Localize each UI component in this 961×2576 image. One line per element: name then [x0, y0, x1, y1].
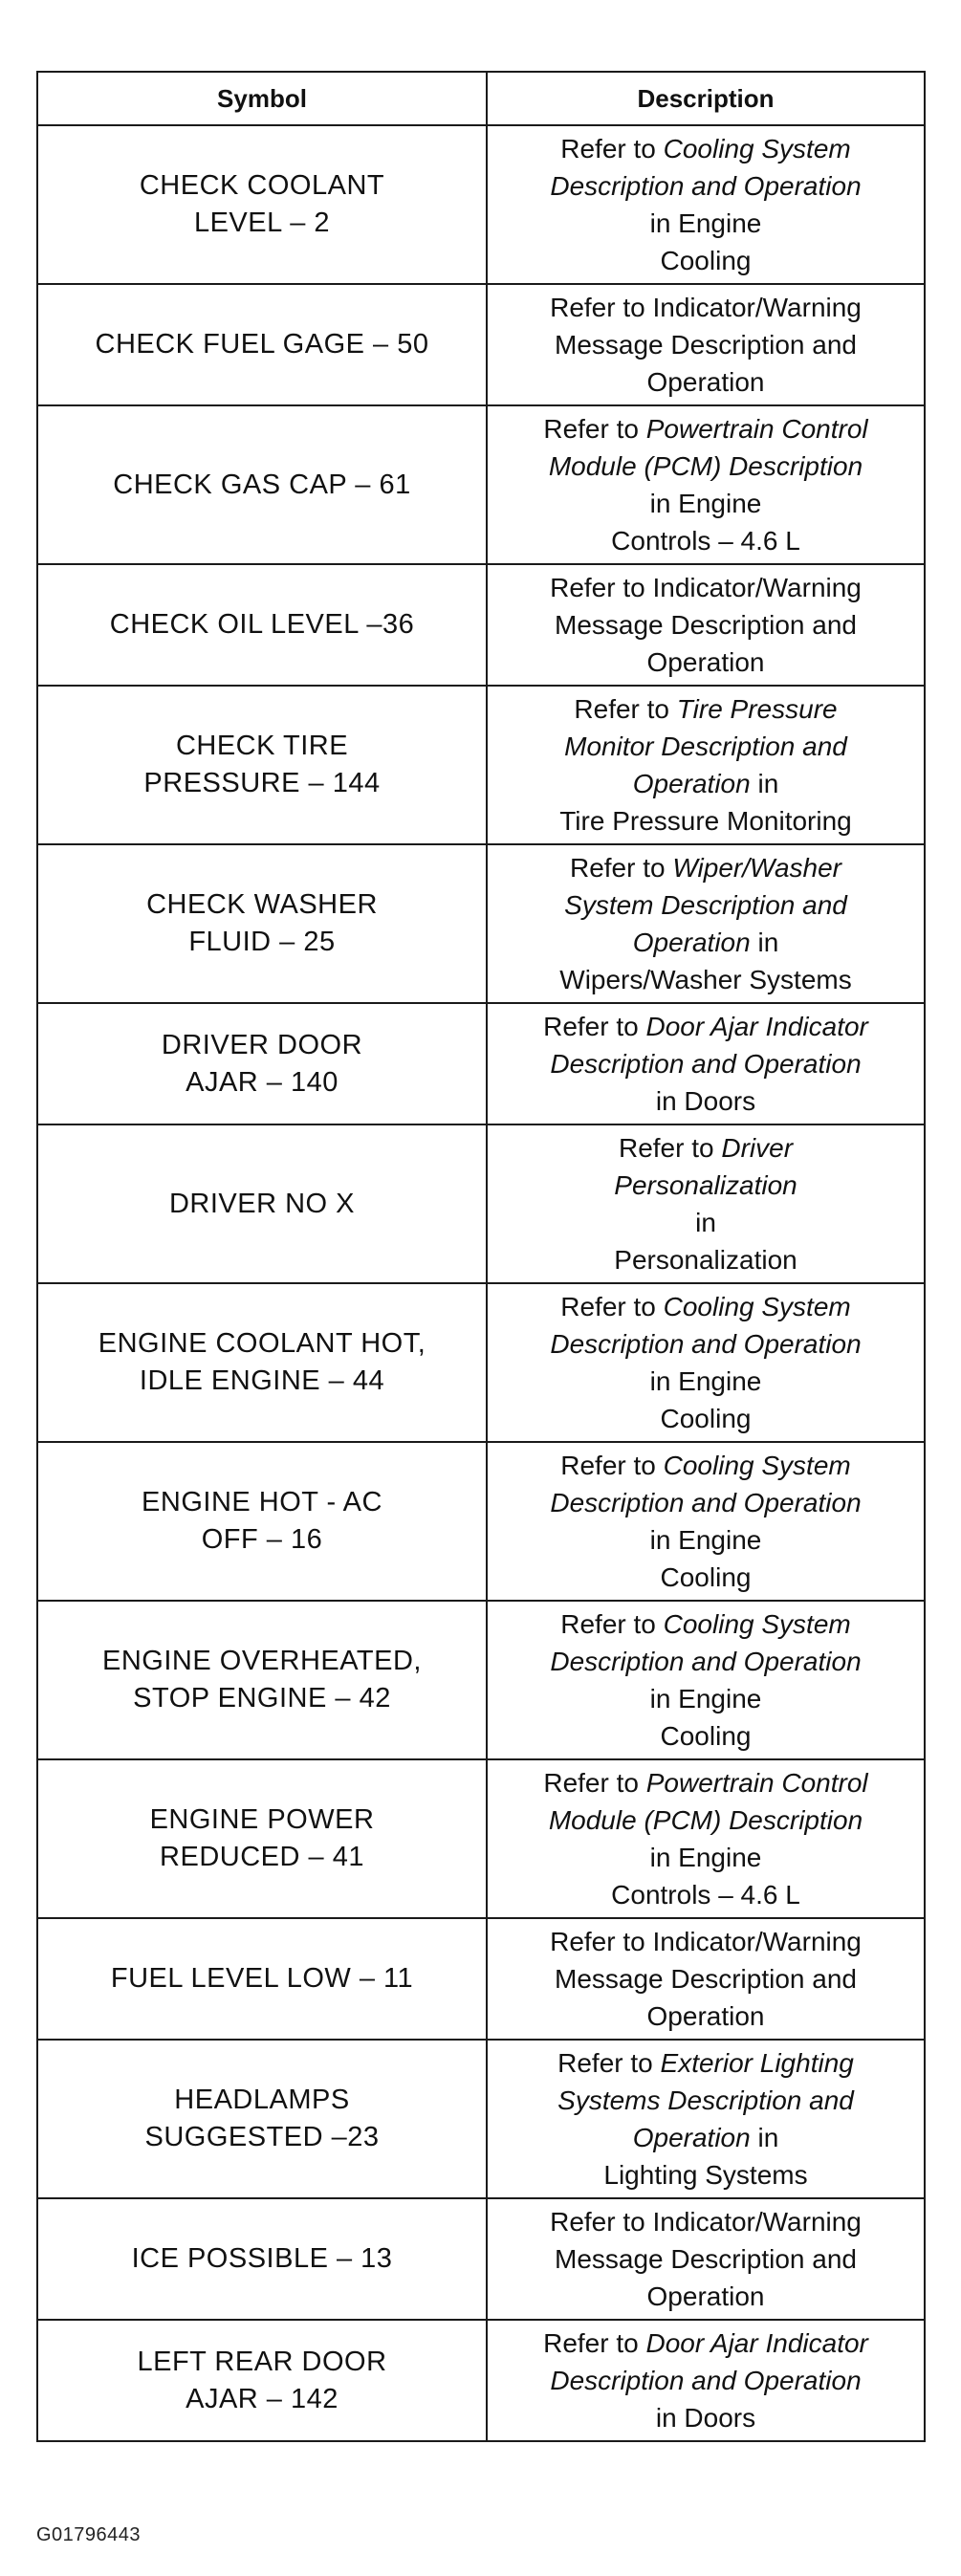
description-line [491, 2082, 920, 2119]
description-line [491, 765, 920, 802]
description-line [491, 1764, 920, 1801]
description-cell [487, 125, 925, 284]
description-line [491, 1325, 920, 1363]
description-line [491, 2362, 920, 2399]
description-line [491, 205, 920, 242]
symbol-column-header: Symbol [37, 72, 487, 125]
description-line [491, 690, 920, 728]
description-line [491, 1521, 920, 1559]
description-italic-text: Operation [632, 769, 751, 798]
description-line [491, 1559, 920, 1596]
description-text: in [750, 769, 779, 798]
description-line [491, 448, 920, 485]
symbol-cell [37, 2040, 487, 2198]
description-text: Cooling [660, 1721, 752, 1751]
description-italic-text: Exterior Lighting [660, 2048, 854, 2078]
description-cell [487, 1918, 925, 2040]
description-line [491, 1839, 920, 1876]
symbol-cell [37, 1003, 487, 1124]
symbol-cell [37, 564, 487, 686]
table-row [37, 1003, 925, 1124]
table-row [37, 2320, 925, 2441]
symbol-cell [37, 284, 487, 405]
description-line [491, 326, 920, 363]
table-row [37, 405, 925, 564]
description-text: in Engine [649, 208, 762, 238]
description-cell [487, 1601, 925, 1759]
symbol-cell [37, 125, 487, 284]
description-line [491, 2399, 920, 2436]
symbol-line: CHECK OIL LEVEL –36 [109, 609, 415, 640]
description-italic-text: Cooling System [663, 134, 851, 164]
description-line [491, 569, 920, 606]
description-italic-text: Monitor Description and [564, 731, 847, 761]
table-row [37, 564, 925, 686]
description-italic-text: Description and Operation [550, 2366, 862, 2395]
description-line [491, 1167, 920, 1204]
symbol-line: SUGGESTED –23 [144, 2122, 380, 2152]
description-text: Refer to [560, 1292, 664, 1321]
description-italic-text: Description and Operation [550, 1488, 862, 1517]
description-line [491, 1717, 920, 1755]
description-italic-text: Personalization [614, 1170, 797, 1200]
description-line [491, 961, 920, 998]
description-line [491, 644, 920, 681]
description-cell [487, 2198, 925, 2320]
description-line [491, 728, 920, 765]
symbol-cell [37, 405, 487, 564]
description-text: Cooling [660, 1404, 752, 1433]
description-italic-text: System Description and [564, 890, 847, 920]
description-line [491, 802, 920, 840]
symbol-line: CHECK GAS CAP – 61 [113, 469, 411, 500]
description-line [491, 1997, 920, 2035]
description-line [491, 485, 920, 522]
description-line [491, 1447, 920, 1484]
description-line [491, 1876, 920, 1913]
description-text: Message Description and [555, 1964, 857, 1994]
description-italic-text: Operation [632, 2123, 751, 2152]
description-line [491, 1008, 920, 1045]
table-row [37, 1601, 925, 1759]
table-body [37, 125, 925, 2441]
description-text: Refer to [543, 1768, 646, 1798]
description-line [491, 410, 920, 448]
description-italic-text: Cooling System [663, 1609, 851, 1639]
description-text: Message Description and [555, 330, 857, 360]
description-line [491, 167, 920, 205]
description-text: Operation [646, 2001, 765, 2031]
description-text: in Engine [649, 1525, 762, 1555]
description-text: Controls – 4.6 L [611, 526, 800, 556]
description-text: Refer to [557, 2048, 661, 2078]
description-line [491, 1288, 920, 1325]
description-italic-text: Powertrain Control [645, 414, 868, 444]
description-text: in [750, 928, 779, 957]
symbol-cell [37, 1601, 487, 1759]
symbol-line: FLUID – 25 [188, 927, 336, 957]
description-text: Refer to [543, 414, 646, 444]
description-cell [487, 686, 925, 844]
table-row [37, 844, 925, 1003]
description-italic-text: Door Ajar Indicator [645, 2328, 868, 2358]
description-line [491, 1204, 920, 1241]
description-line [491, 242, 920, 279]
description-column-header: Description [487, 72, 925, 125]
description-line [491, 1680, 920, 1717]
description-italic-text: Cooling System [663, 1451, 851, 1480]
description-text: Refer to Indicator/Warning [550, 293, 862, 322]
symbol-line: ENGINE POWER [149, 1804, 375, 1835]
symbol-line: CHECK TIRE [175, 731, 349, 761]
symbol-line: LEVEL – 2 [193, 207, 331, 238]
description-italic-text: Description and Operation [550, 1647, 862, 1676]
symbol-line: AJAR – 140 [186, 1066, 339, 1098]
symbol-line: DRIVER NO X [168, 1188, 356, 1219]
description-cell [487, 2320, 925, 2441]
description-cell [487, 284, 925, 405]
description-text: Operation [646, 367, 765, 397]
description-text: Refer to [543, 2328, 646, 2358]
symbol-cell [37, 1442, 487, 1601]
description-line [491, 924, 920, 961]
description-italic-text: Tire Pressure [676, 694, 838, 724]
table-row [37, 1124, 925, 1283]
description-line [491, 2325, 920, 2362]
description-cell [487, 405, 925, 564]
table-row [37, 2198, 925, 2320]
description-text: Cooling [660, 1562, 752, 1592]
symbol-line: CHECK COOLANT [139, 170, 385, 201]
description-text: Personalization [614, 1245, 797, 1275]
description-line [491, 1129, 920, 1167]
description-cell [487, 1283, 925, 1442]
description-text: Refer to [560, 134, 664, 164]
symbol-line: ENGINE OVERHEATED, [102, 1646, 422, 1676]
description-line [491, 2203, 920, 2240]
symbol-line: STOP ENGINE – 42 [133, 1683, 391, 1714]
table-header-row [37, 72, 925, 125]
description-line [491, 1082, 920, 1120]
symbol-cell [37, 2198, 487, 2320]
description-line [491, 1241, 920, 1278]
description-cell [487, 1442, 925, 1601]
symbol-cell [37, 2320, 487, 2441]
description-text: Tire Pressure Monitoring [559, 806, 852, 836]
symbol-line: LEFT REAR DOOR [137, 2346, 387, 2377]
description-line [491, 1923, 920, 1960]
description-line [491, 1643, 920, 1680]
description-line [491, 886, 920, 924]
symbol-cell [37, 1124, 487, 1283]
description-text: in [695, 1208, 716, 1237]
symbol-line: OFF – 16 [201, 1524, 323, 1555]
description-line [491, 1801, 920, 1839]
table-row [37, 686, 925, 844]
description-text: Message Description and [555, 2244, 857, 2274]
reference-table-sheet [36, 71, 924, 2442]
table-row [37, 284, 925, 405]
description-text: in Engine [649, 1843, 762, 1872]
symbol-line: HEADLAMPS [174, 2085, 350, 2115]
description-text: Refer to [560, 1451, 664, 1480]
description-text: in Doors [655, 2403, 756, 2433]
table-row [37, 1283, 925, 1442]
description-text: Wipers/Washer Systems [559, 965, 852, 994]
symbol-cell [37, 1918, 487, 2040]
symbol-line: ENGINE COOLANT HOT, [98, 1328, 426, 1359]
description-text: Refer to [574, 694, 677, 724]
description-text: in Engine [649, 1684, 762, 1714]
description-italic-text: Description and Operation [550, 171, 862, 201]
symbol-line: IDLE ENGINE – 44 [139, 1365, 385, 1396]
description-italic-text: Operation [632, 928, 751, 957]
description-cell [487, 564, 925, 686]
symbol-line: ICE POSSIBLE – 13 [131, 2243, 393, 2274]
description-text: Refer to [560, 1609, 664, 1639]
description-line [491, 1605, 920, 1643]
symbol-cell [37, 1283, 487, 1442]
symbol-description-table [36, 71, 926, 2442]
description-cell [487, 844, 925, 1003]
description-text: in Engine [649, 1366, 762, 1396]
description-text: Refer to [618, 1133, 722, 1163]
description-text: Refer to Indicator/Warning [550, 2207, 862, 2237]
description-line [491, 2278, 920, 2315]
description-italic-text: Description and Operation [550, 1049, 862, 1079]
description-text: Refer to Indicator/Warning [550, 573, 862, 602]
description-line [491, 606, 920, 644]
description-italic-text: Description and Operation [550, 1329, 862, 1359]
description-italic-text: Powertrain Control [645, 1768, 868, 1798]
description-line [491, 849, 920, 886]
description-text: Operation [646, 2281, 765, 2311]
description-text: Refer to [543, 1012, 646, 1041]
description-italic-text: Door Ajar Indicator [645, 1012, 868, 1041]
symbol-line: PRESSURE – 144 [143, 768, 381, 798]
description-text: Controls – 4.6 L [611, 1880, 800, 1910]
description-line [491, 1484, 920, 1521]
description-text: Refer to Indicator/Warning [550, 1927, 862, 1956]
description-line [491, 289, 920, 326]
description-line [491, 130, 920, 167]
symbol-line: CHECK FUEL GAGE – 50 [95, 329, 429, 360]
symbol-cell [37, 686, 487, 844]
description-italic-text: Systems Description and [557, 2085, 854, 2115]
symbol-line: DRIVER DOOR [161, 1029, 363, 1060]
description-line [491, 1400, 920, 1437]
description-italic-text: Module (PCM) Description [548, 451, 863, 481]
symbol-line: AJAR – 142 [186, 2383, 339, 2414]
symbol-line: CHECK WASHER [146, 889, 378, 920]
symbol-cell [37, 1759, 487, 1918]
description-line [491, 363, 920, 401]
description-text: Refer to [569, 853, 673, 883]
table-row [37, 2040, 925, 2198]
description-cell [487, 1124, 925, 1283]
description-line [491, 1045, 920, 1082]
table-row [37, 1442, 925, 1601]
table-row [37, 1759, 925, 1918]
table-row [37, 1918, 925, 2040]
description-cell [487, 2040, 925, 2198]
symbol-line: REDUCED – 41 [160, 1842, 364, 1872]
description-text: in Doors [655, 1086, 756, 1116]
description-text: Lighting Systems [603, 2160, 808, 2190]
description-text: in Engine [649, 489, 762, 518]
description-text: Message Description and [555, 610, 857, 640]
description-line [491, 1960, 920, 1997]
description-cell [487, 1003, 925, 1124]
description-text: Operation [646, 647, 765, 677]
table-row [37, 125, 925, 284]
symbol-line: ENGINE HOT - AC [142, 1487, 382, 1517]
description-italic-text: Module (PCM) Description [548, 1805, 863, 1835]
description-italic-text: Driver [721, 1133, 794, 1163]
description-text: Cooling [660, 246, 752, 275]
description-italic-text: Wiper/Washer [672, 853, 841, 883]
description-line [491, 2119, 920, 2156]
description-cell [487, 1759, 925, 1918]
symbol-line: FUEL LEVEL LOW – 11 [110, 1963, 414, 1994]
description-line [491, 522, 920, 559]
description-line [491, 2044, 920, 2082]
description-text: in [750, 2123, 779, 2152]
figure-code: G01796443 [36, 2524, 142, 2545]
description-line [491, 2240, 920, 2278]
description-italic-text: Cooling System [663, 1292, 851, 1321]
symbol-cell [37, 844, 487, 1003]
description-line [491, 1363, 920, 1400]
description-line [491, 2156, 920, 2194]
